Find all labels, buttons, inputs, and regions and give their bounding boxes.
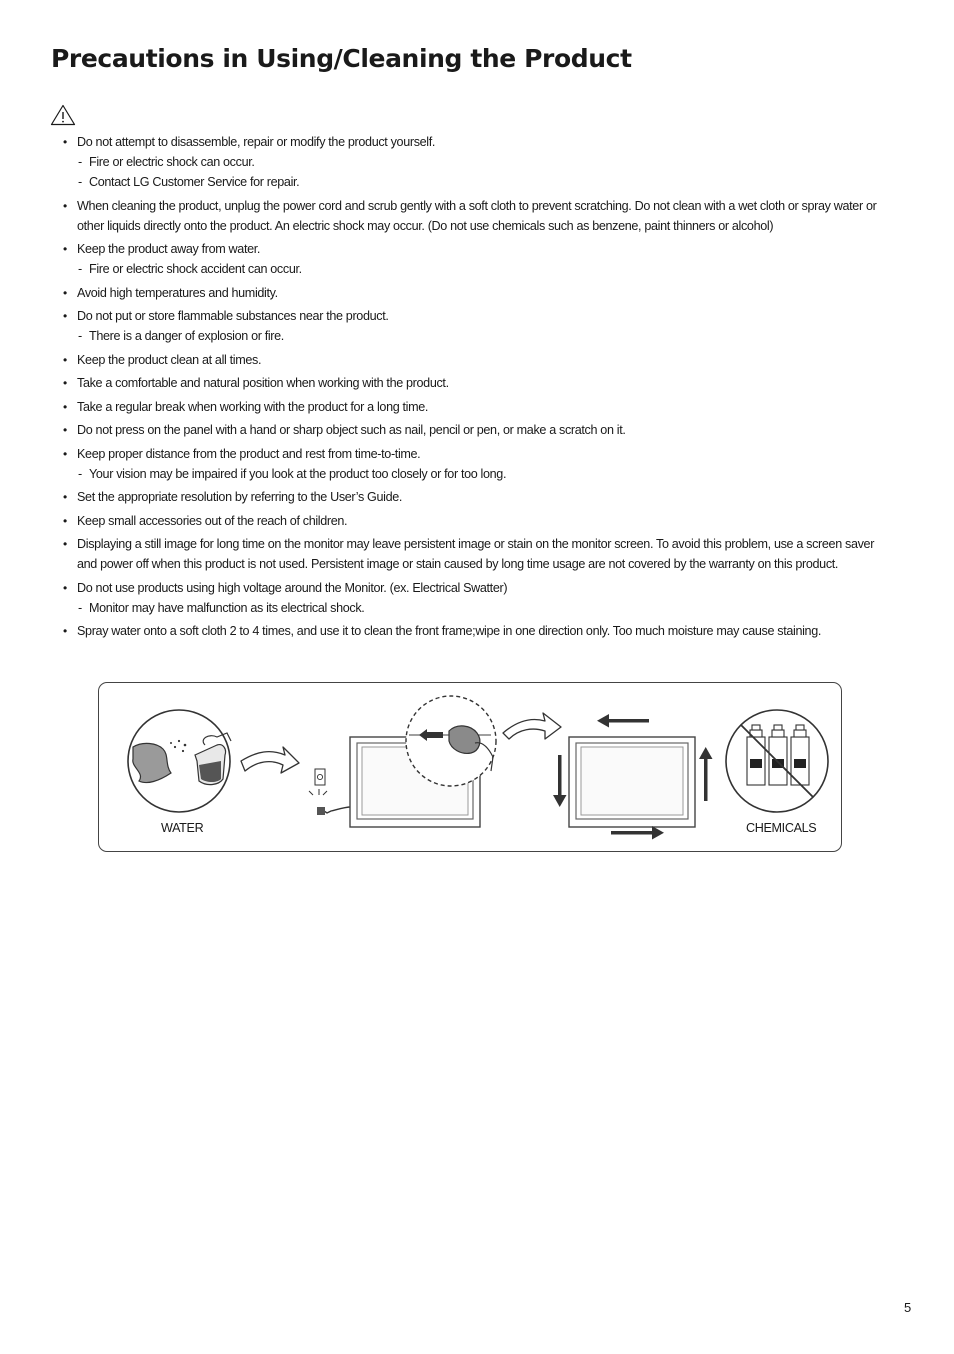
precaution-item (60, 578, 890, 618)
precaution-sublist (77, 152, 890, 192)
precautions-list (60, 132, 890, 645)
precaution-text: Keep the product away from water. (77, 242, 261, 256)
warning-triangle-icon (50, 104, 76, 126)
precaution-item (60, 306, 890, 346)
precaution-item (60, 534, 890, 574)
precaution-text: Do not use products using high voltage around the Monitor. (ex. Electrical Swatter) (77, 580, 508, 595)
precaution-text: Take a regular break when working with the product for a long time. (77, 399, 429, 414)
cleaning-illustration (98, 682, 842, 852)
precaution-sublist (77, 259, 890, 279)
precaution-item (60, 621, 890, 641)
precaution-item (60, 444, 890, 484)
precaution-sublist (77, 464, 890, 484)
precaution-subitem: - There is a danger of explosion or fire. (77, 326, 890, 346)
precaution-text: Do not press on the panel with a hand or sharp object such as nail, pencil or pen, or make a scratch on it. (77, 423, 626, 437)
precaution-text: Spray water onto a soft cloth 2 to 4 times, and use it to clean the front frame;wipe in one direction only. Too much moisture may cause staining. (77, 624, 822, 638)
precaution-item (60, 397, 890, 417)
precaution-item (60, 373, 890, 393)
precaution-subitem: - Monitor may have malfunction as its electrical shock. (77, 598, 890, 618)
precaution-item (60, 350, 890, 370)
precaution-item (60, 420, 890, 440)
wipe-cloth-icon (406, 696, 496, 786)
curved-arrow-icon (503, 713, 561, 739)
precaution-text: Do not attempt to disassemble, repair or modify the product yourself. (77, 135, 436, 149)
precaution-text: Keep the product clean at all times. (77, 352, 262, 367)
chemicals-caption: CHEMICALS (746, 821, 817, 835)
curved-arrow-icon (241, 747, 299, 773)
water-caption: WATER (161, 821, 204, 835)
precaution-subitem: - Contact LG Customer Service for repair. (77, 172, 890, 192)
precaution-text: Take a comfortable and natural position when working with the product. (77, 376, 449, 390)
precaution-subitem: - Fire or electric shock accident can occur. (77, 259, 890, 279)
precaution-item (60, 196, 890, 236)
precaution-sublist (77, 326, 890, 346)
precaution-item (60, 283, 890, 303)
precaution-text: Keep proper distance from the product and rest from time-to-time. (77, 446, 421, 461)
page-number: 5 (904, 1300, 912, 1315)
spray-cloth-icon (128, 710, 231, 812)
no-chemicals-icon (726, 710, 828, 812)
page-title: Precautions in Using/Cleaning the Product (51, 44, 632, 73)
precaution-text: Set the appropriate resolution by referring to the User’s Guide. (77, 490, 403, 504)
precaution-sublist (77, 598, 890, 618)
precaution-text: Keep small accessories out of the reach of children. (77, 513, 348, 528)
precaution-text: Do not put or store flammable substances near the product. (77, 309, 389, 323)
precaution-item (60, 487, 890, 507)
precaution-item (60, 239, 890, 279)
precaution-subitem: - Your vision may be impaired if you look at the product too closely or for too long. (77, 464, 890, 484)
wipe-direction-arrows-icon (553, 714, 713, 840)
precaution-text: When cleaning the product, unplug the power cord and scrub gently with a soft cloth to prevent scratching. Do not clean with a wet cloth or spray water or other liquids directly onto the product. An electric shock may occur. (Do not use chemicals such as benzene, paint thinners or alcohol) (77, 198, 877, 233)
precaution-item (60, 511, 890, 531)
precaution-text: Avoid high temperatures and humidity. (77, 285, 278, 300)
precaution-text: Displaying a still image for long time on the monitor may leave persistent image or stain on the monitor screen. To avoid this problem, use a screen saver and power off when this product is not used. Persistent image or stain caused by long time usage are not covered by the warranty on this product. (77, 537, 875, 571)
precaution-subitem: - Fire or electric shock can occur. (77, 152, 890, 172)
precaution-item (60, 132, 890, 192)
